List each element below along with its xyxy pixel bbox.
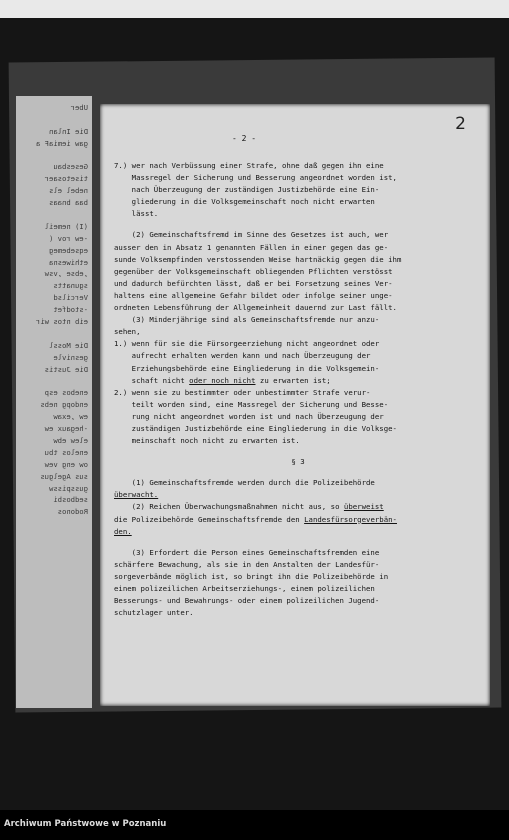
mirrored-line (20, 114, 88, 126)
s3-paragraph-3 (114, 547, 482, 620)
mirrored-line (20, 150, 88, 162)
text-line: (3) Minderjährige sind als Gemeinschaftsfremde nur anzu- (114, 315, 380, 325)
text-line: teilt worden sind, eine Massregel der Sicherung und Besse- (114, 399, 389, 409)
text-line: (3) Erfordert die Person eines Gemeinschaftsfremden eine (114, 547, 380, 557)
item-1-line: aufrecht erhalten werden kann und nach Überzeugung der (114, 351, 371, 361)
mirrored-line: baa bnaas (49, 198, 88, 208)
paragraph-7 (114, 160, 482, 220)
mirrored-line: Uber (70, 103, 88, 112)
text-run: zu erwarten ist; (255, 375, 331, 385)
text-line: nach Überzeugung der zuständigen Justizbehörde eine Ein- (114, 185, 380, 195)
mirrored-line: Vercilsd (53, 293, 88, 303)
text-line: haltens eine allgemeine Gefahr bildet oder infolge seiner unge- (114, 290, 393, 300)
text-line: (2) Gemeinschaftsfremd im Sinne des Gesetzes ist auch, wer (114, 230, 389, 240)
mirrored-line: tisetosaer (44, 174, 88, 184)
underlined-text: den. (114, 526, 132, 536)
mirrored-line: elew ebw (53, 435, 88, 445)
s3-p2-line (114, 501, 482, 513)
text-line: lässt. (114, 209, 159, 219)
document-text (114, 160, 482, 619)
mirrored-line: sgunatts (53, 281, 88, 291)
left-page-mirrored-text (16, 96, 92, 524)
item-2 (114, 387, 482, 447)
document-page (100, 104, 490, 706)
text-line: sorgeverbände möglich ist, so bringt ihn die Polizeibehörde in (114, 571, 389, 581)
left-page-fragment (16, 96, 92, 708)
paragraph-2-and-3 (114, 229, 482, 338)
item-1-line: 1.) wenn für sie die Fürsorgeerziehung nicht angeordnet oder (114, 339, 380, 349)
text-line: und dadurch befürchten lässt, daß er bei Forsetzung seines Ver- (114, 278, 393, 288)
s3-p1-line: (1) Gemeinschaftsfremde werden durch die Polizeibehörde (114, 478, 375, 488)
text-line: gegenüber der Volksgemeinschaft obliegenden Pflichten verstösst (114, 266, 393, 276)
mirrored-line: ow eng vew (44, 459, 88, 469)
mirrored-line: sedbosbi (53, 495, 88, 505)
text-line: sunde Volksempfinden verstossenden Weise hartnäckig gegen die ihm (114, 254, 402, 264)
text-line: 2.) wenn sie zu bestimmter oder unbestimmter Strafe verur- (114, 387, 371, 397)
s3-p1-line (114, 489, 482, 501)
mirrored-line: Gesesbau (53, 162, 88, 172)
text-line: gliederung in die Volksgemeinschaft noch nicht erwarten (114, 197, 375, 207)
mirrored-line: enebos esp (44, 388, 88, 398)
underlined-text: überweist (343, 502, 384, 512)
text-line: schärfere Bewachung, als sie in den Anstalten der Landesfür- (114, 559, 380, 569)
text-run: die Polizeibehörde Gemeinschaftsfremde den (114, 514, 305, 524)
mirrored-line: Die Mossl (49, 340, 88, 350)
underlined-text: oder noch nicht (189, 375, 256, 385)
item-1-line: Erziehungsbehörde eine Eingliederung in die Volksgemein- (114, 363, 380, 373)
text-line: ausser den in Absatz 1 genannten Fällen in einer gegen das ge- (114, 242, 389, 252)
item-1-line (114, 375, 482, 387)
underlined-text: Landesfürsorgeverbän- (304, 514, 397, 524)
mirrored-line: ethiwesna (49, 257, 88, 267)
mirrored-line: gusspissw (49, 483, 88, 493)
text-line: ordneten Lebensführung der Allgemeinheit dauernd zur Last fällt. (114, 303, 397, 313)
mirrored-line: gaw iemiaF a (36, 138, 88, 148)
text-line: Besserungs- und Bewahrungs- oder einem polizeilichen Jugend- (114, 596, 380, 606)
text-line: einem polizeilichen Arbeitserziehungs-, einem polizeilichen (114, 584, 375, 593)
mirrored-line: Die Inlan (49, 126, 88, 136)
mirrored-line: eqsebemeg (49, 245, 88, 255)
text-line: schutzlager unter. (114, 608, 194, 618)
mirrored-line: -ew rov ( (49, 233, 88, 243)
mirrored-line: nebel els (49, 186, 88, 196)
mirrored-line: Die Justis (44, 364, 88, 374)
mirrored-line: ew ,exaw (53, 412, 88, 422)
mirrored-line: (I) nemeil (44, 221, 88, 231)
page-number: - 2 - (232, 134, 257, 143)
mirrored-line: endopg nebs (40, 400, 88, 410)
mirrored-line: -hegaux ew (44, 424, 88, 434)
text-run: (2) Reichen Überwachungsmaßnahmen nicht aus, so (114, 502, 344, 512)
mirrored-line: ,ebse ,vsw (44, 269, 88, 279)
s3-p2-line (114, 526, 482, 538)
archive-name: Archiwum Państwowe w Poznaniu (4, 819, 167, 829)
mirrored-line (20, 209, 88, 221)
text-line: zuständigen Justizbehörde eine Eingliederung in die Volksge- (114, 423, 397, 433)
top-strip (0, 0, 509, 18)
text-line: meinschaft noch nicht zu erwarten ist. (114, 436, 300, 446)
text-line: rung nicht angeordnet worden ist und nach Überzeugung der (114, 411, 384, 421)
section-mark: § 3 (291, 457, 305, 467)
mirrored-line: gesnivle (53, 352, 88, 362)
text-line: Massregel der Sicherung und Besserung angeordnet worden ist, (114, 173, 397, 183)
mirrored-line: eib ntos wir (36, 317, 88, 327)
text-line: 7.) wer nach Verbüssung einer Strafe, ohne daß gegen ihn eine (114, 161, 384, 170)
mirrored-line: Rodonos (57, 507, 88, 517)
mirrored-line: -stodfet (53, 305, 88, 315)
underlined-text: überwacht. (114, 490, 159, 500)
text-line: sehen, (114, 327, 141, 337)
mirrored-line (20, 328, 88, 340)
mirrored-line: enelos tbu (44, 447, 88, 457)
mirrored-line (20, 375, 88, 387)
archive-footer (0, 810, 509, 840)
handwritten-page-number: 2 (455, 114, 466, 134)
mirrored-line: sus Agelgus (40, 471, 88, 481)
s3-p2-line (114, 514, 482, 526)
text-run: schaft nicht (114, 375, 190, 385)
